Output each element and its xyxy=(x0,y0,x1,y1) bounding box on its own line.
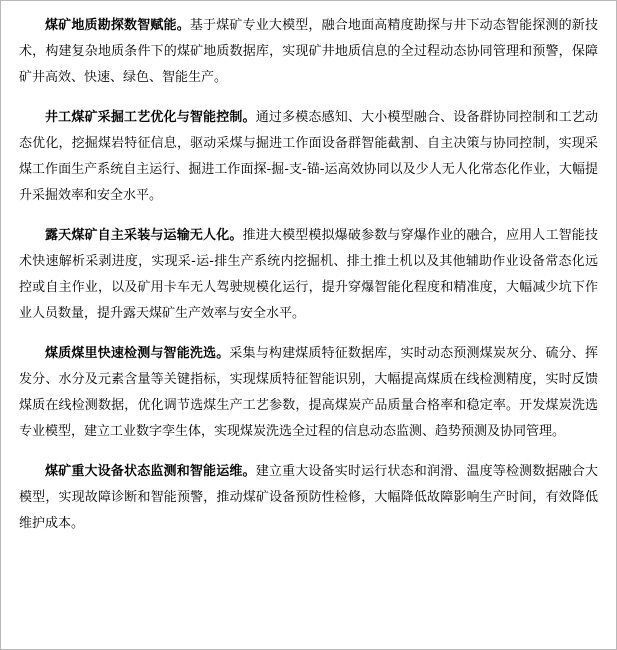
paragraph-body: 基于煤矿专业大模型，融合地面高精度勘探与井下动态智能探测的新技术，构建复杂地质条件下的煤矿地质数据库，实现矿井地质信息的全过程动态协同管理和预警，保障矿井高效、快速、绿色、智能生产。 xyxy=(19,18,598,85)
paragraph xyxy=(19,223,598,327)
paragraph-lead: 煤矿地质勘探数智赋能。 xyxy=(45,18,190,33)
paragraph xyxy=(19,105,598,209)
paragraph-body: 推进大模型模拟爆破参数与穿爆作业的融合，应用人工智能技术快速解析采剥进度，实现采-运-排生产系统内挖掘机、排土推土机以及其他辅助作业设备常态化远控或自主作业，以及矿用卡车无人驾驶规模化运行，提升穿爆智能化程度和精准度，大幅减少坑下作业人员数量，提升露天煤矿生产效率与安全水平。 xyxy=(19,228,598,321)
paragraph-body: 采集与构建煤质特征数据库，实时动态预测煤炭灰分、硫分、挥发分、水分及元素含量等关键指标，实现煤质特征智能识别，大幅提高煤质在线检测精度，实时反馈煤质在线检测数据，优化调节选煤生产工艺参数，提高煤炭产品质量合格率和稳定率。开发煤炭洗选专业模型，建立工业数字孪生体，实现煤炭洗选全过程的信息动态监测、趋势预测及协同管理。 xyxy=(19,346,598,439)
paragraph-body: 建立重大设备实时运行状态和润滑、温度等检测数据融合大模型，实现故障诊断和智能预警，推动煤矿设备预防性检修，大幅降低故障影响生产时间，有效降低维护成本。 xyxy=(19,464,598,531)
paragraph xyxy=(19,459,598,537)
paragraph-lead: 井工煤矿采掘工艺优化与智能控制。 xyxy=(45,110,256,125)
paragraph xyxy=(19,341,598,445)
paragraph-lead: 煤矿重大设备状态监测和智能运维。 xyxy=(45,464,256,479)
paragraph-body: 通过多模态感知、大小模型融合、设备群协同控制和工艺动态优化，挖掘煤岩特征信息，驱动采煤与掘进工作面设备群智能截割、自主决策与协同控制，实现采煤工作面生产系统自主运行、掘进工作面探-掘-支-锚-运高效协同以及少人无人化常态化作业，大幅提升采掘效率和安全水平。 xyxy=(19,110,598,203)
paragraph xyxy=(19,13,598,91)
paragraph-lead: 露天煤矿自主采装与运输无人化。 xyxy=(45,228,243,243)
paragraph-lead: 煤质煤里快速检测与智能洗选。 xyxy=(45,346,230,361)
